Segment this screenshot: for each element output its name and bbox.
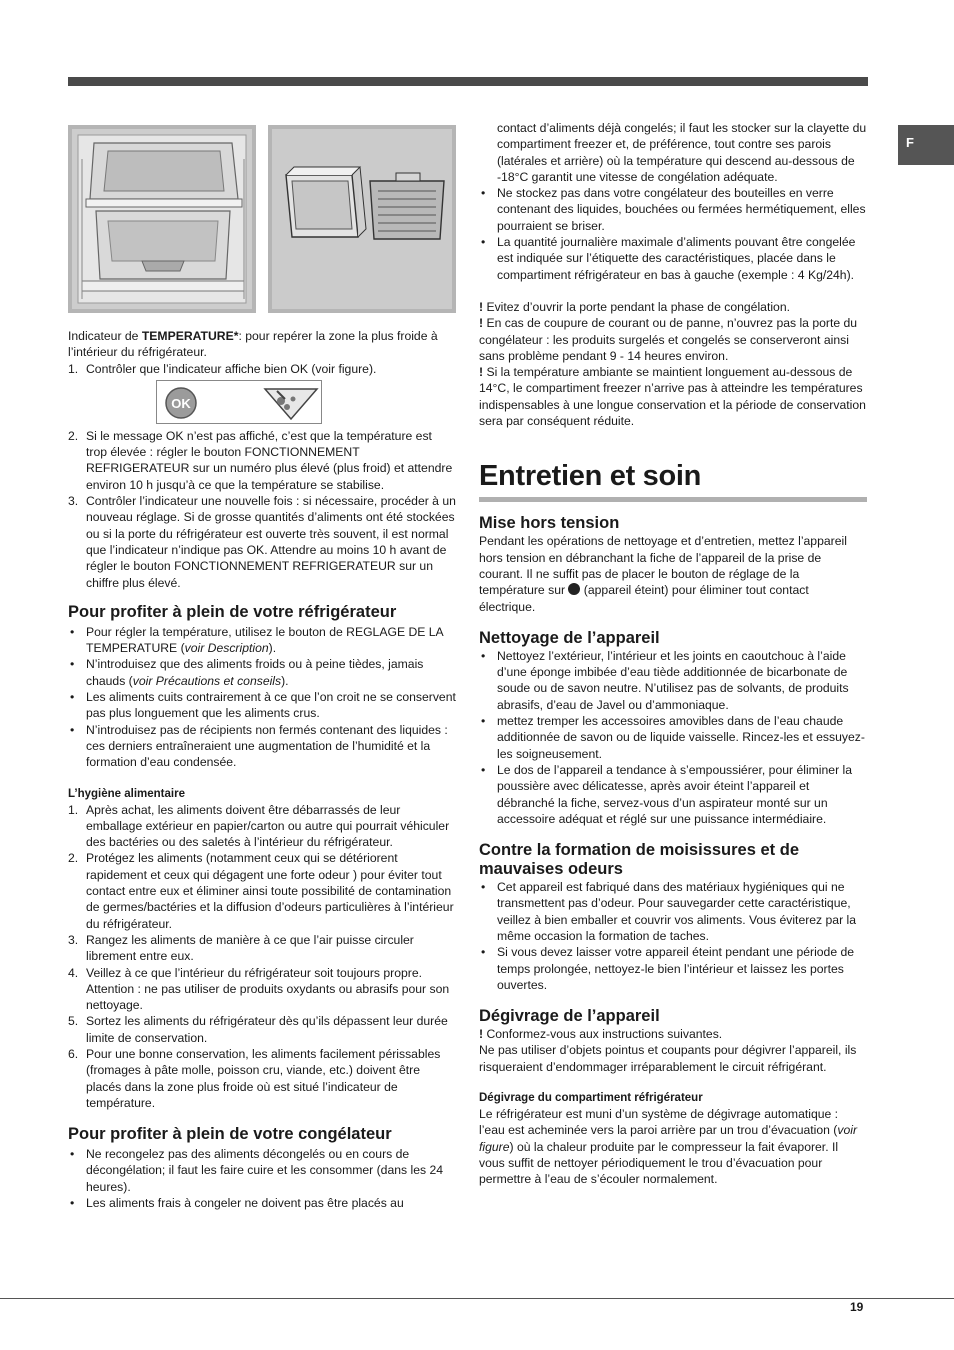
- warning-icon: !: [479, 365, 484, 380]
- item-number: 6.: [68, 1046, 79, 1061]
- warning-text: Si la température ambiante se maintient longuement au-dessous de 14°C, le compartiment freezer n’arrive pas à atteindre les températures indispensables à une longue conservation et la période de conservation sera par conséquent réduite.: [479, 365, 866, 429]
- item-number: 3.: [68, 932, 79, 947]
- left-column: [68, 328, 456, 1211]
- item-text: Veillez à ce que l’intérieur du réfrigérateur soit toujours propre. Attention : ne pas utiliser de produits oxydants ou abrasifs pour son nettoyage.: [86, 965, 450, 1013]
- crisper-drawer-figure: [68, 125, 256, 313]
- temp-intro-text: Indicateur de: [68, 329, 142, 343]
- power-text-start: Pendant les opérations de nettoyage et d’entretien, mettez l’appareil hors tension en débranchant la fiche de l’appareil de la prise de courant. Il ne suffit pas de placer le bouton de réglage de la température sur: [479, 534, 847, 598]
- warning-icon: !: [479, 316, 484, 331]
- care-heading-rule: [479, 497, 867, 502]
- item-text: Pour régler la température, utilisez le bouton de REGLAGE DE LA TEMPERATURE (: [86, 624, 444, 656]
- temp-intro-bold: TEMPERATURE*: [141, 329, 239, 343]
- warning: [479, 315, 867, 364]
- temp-intro: [68, 328, 456, 361]
- defrost-sub-text: [479, 1106, 867, 1187]
- item-number: 2.: [68, 428, 79, 443]
- list-item: • mettez tremper les accessoires amovibles dans de l’eau chaude additionnée de savon ou de liquide vaisselle. Rincez-les et essuyez-les soigneusement.: [479, 713, 867, 762]
- figure-reference: voir figure: [479, 1123, 858, 1154]
- ok-indicator-icon: [157, 381, 323, 425]
- list-item: [68, 361, 456, 377]
- list-item: • Ne stockez pas dans votre congélateur des bouteilles en verre contenant des liquides, bouchées ou fermées hermétiquement, elles pourraient se briser.: [479, 185, 867, 234]
- temp-steps-a: [68, 361, 456, 377]
- list-item: • Le dos de l’appareil a tendance à s’empoussiérer, pour éliminer la poussière avec délicatesse, après avoir éteint l’appareil et débranché la fiche, servez-vous d’un aspirateur monté sur un accessoire adéquat et réglé sur une puissance intermédiaire.: [479, 762, 867, 827]
- top-rule: [68, 77, 868, 86]
- list-item: [68, 493, 456, 591]
- list-item: [68, 802, 456, 851]
- fridge-list: [68, 624, 456, 771]
- freezer-accessories-figure: [268, 125, 456, 313]
- defrost-sub-text-start: Le réfrigérateur est muni d’un système de dégivrage automatique : l’eau est acheminée vers la paroi arrière par un trou d’évacuation (: [479, 1107, 839, 1138]
- list-item: [68, 850, 456, 931]
- item-text: Contrôler que l’indicateur affiche bien OK (voir figure).: [86, 361, 377, 376]
- list-item: [68, 1013, 456, 1046]
- off-position-icon: [568, 583, 580, 595]
- item-text: Protégez les aliments (notamment ceux qui se détériorent rapidement et ceux qui dégagent une forte odeur ) pour éviter tout contact entre eux et éliminer ainsi toute possibilité de contamination de germes/bactéries et la diffusion d’odeurs particulières à l’intérieur du réfrigérateur.: [86, 851, 454, 931]
- item-text: Si le message OK n’est pas affiché, c’est que la température est trop élevée : régler le bouton FONCTIONNEMENT REFRIGERATEUR sur un numéro plus élevé (plus froid) et attendre environ 10 h jusqu’à ce que la température se stabilise.: [86, 428, 453, 492]
- item-text: Contrôler l’indicateur une nouvelle fois : si nécessaire, procéder à un nouveau réglage. Si de grosse quantités d’aliments ont été stockées ou si la porte du réfrigérateur est ouverte très souvent, il est normal que l’indicateur n’indique pas OK. Attendre au moins 10 h avant de régler le bouton FONCTIONNEMENT REFRIGERATEUR sur un chiffre plus élevé.: [86, 494, 456, 590]
- freezer-warnings: [479, 299, 867, 429]
- right-column: [479, 120, 867, 1188]
- list-item: [68, 428, 456, 493]
- item-text: Sortez les aliments du réfrigérateur dès qu’ils dépassent leur durée limite de conservation.: [86, 1014, 448, 1045]
- item-text: Après achat, les aliments doivent être débarrassés de leur emballage extérieur en papier/carton ou autre qui pourrait véhiculer des bactéries ou des saletés à l’intérieur du réfrigérateur.: [86, 802, 450, 850]
- mold-list: [479, 879, 867, 993]
- hygiene-list: [68, 802, 456, 1112]
- warning-text: Conformez-vous aux instructions suivantes.: [483, 1027, 723, 1042]
- warning: [479, 299, 867, 315]
- freezer-list: [68, 1146, 456, 1211]
- temp-intro-text-2: : pour repérer la zone la plus froide à l’intérieur du réfrigérateur.: [68, 329, 438, 360]
- list-item: [68, 656, 456, 689]
- list-item: • Les aliments frais à congeler ne doivent pas être placés au: [68, 1195, 456, 1211]
- item-number: 4.: [68, 965, 79, 980]
- power-heading: Mise hors tension: [479, 514, 620, 533]
- freezer-list-continued: [479, 185, 867, 283]
- defrost-text: Ne pas utiliser d’objets pointus et coupants pour dégivrer l’appareil, ils risqueraient d’endommager irréparablement le circuit réfrigérant.: [479, 1043, 857, 1074]
- defrost-sub-text-end: ) où la chaleur produite par le compresseur la fait évaporer. Il vous suffit de nettoyer périodiquement le trou d’évacuation pour permettre à l’eau de s’écouler normalement.: [479, 1139, 839, 1187]
- mold-heading: Contre la formation de moisissures et de mauvaises odeurs: [479, 841, 799, 879]
- item-text: Rangez les aliments de manière à ce que l’air puisse circuler librement entre eux.: [86, 932, 414, 964]
- temperature-indicator: [156, 380, 322, 424]
- freezer-accessories-illustration: [272, 129, 452, 309]
- list-item: • La quantité journalière maximale d’aliments pouvant être congelée est indiquée sur l’étiquette des caractéristiques, placée dans le compartiment réfrigérateur en bas à gauche (exemple : 4 Kg/24h).: [479, 234, 867, 283]
- list-item: [68, 624, 456, 657]
- defrost-warning: [479, 1026, 867, 1042]
- language-letter: F: [906, 135, 914, 150]
- page-number: 19: [850, 1300, 864, 1314]
- fridge-heading: Pour profiter à plein de votre réfrigérateur: [68, 602, 397, 621]
- hygiene-heading: L’hygiène alimentaire: [68, 787, 185, 800]
- item-number: 1.: [68, 361, 79, 376]
- care-heading: Entretien et soin: [479, 460, 702, 493]
- warning: [479, 364, 867, 429]
- item-text-end: ).: [268, 641, 277, 656]
- cleaning-heading: Nettoyage de l’appareil: [479, 628, 660, 647]
- ok-label: OK: [171, 395, 191, 411]
- list-item: • Ne recongelez pas des aliments décongelés ou en cours de décongélation; il faut les faire cuire et les consommer (dans les 24 heures).: [68, 1146, 456, 1195]
- item-number: 1.: [68, 802, 79, 817]
- temp-steps-b: [68, 428, 456, 591]
- list-item: • Nettoyez l’extérieur, l’intérieur et les joints en caoutchouc à l’aide d’une éponge imbibée d’eau tiède additionnée de bicarbonate de soude ou de savon neutre. N’utilisez pas de solvants, de produits abrasifs, d’eau de Javel ou d’ammoniaque.: [479, 648, 867, 713]
- power-text: [479, 533, 867, 614]
- warning-text: En cas de coupure de courant ou de panne, n’ouvrez pas la porte du congélateur : les produits surgelés et congelés se conserveront ainsi sans problème pendant 9 - 14 heures environ.: [479, 316, 858, 363]
- item-text: Pour une bonne conservation, les aliments facilement périssables (fromages à pâte molle, poisson cru, viande, etc.) doivent être placés dans la zone plus froide où est situé l’indicateur de température.: [86, 1046, 441, 1110]
- warning-text: Evitez d’ouvrir la porte pendant la phase de congélation.: [483, 299, 790, 314]
- item-number: 2.: [68, 851, 79, 866]
- item-number: 3.: [68, 494, 79, 509]
- item-text: N’introduisez que des aliments froids ou à peine tièdes, jamais chauds (: [86, 657, 424, 688]
- freezer-heading: Pour profiter à plein de votre congélateur: [68, 1125, 392, 1144]
- list-item: • Si vous devez laisser votre appareil éteint pendant une période de temps prolongée, nettoyez-le bien l’intérieur et laissez les portes ouvertes.: [479, 944, 867, 993]
- item-number: 5.: [68, 1014, 79, 1029]
- warning-icon: !: [479, 1027, 484, 1042]
- crisper-drawer-illustration: [72, 129, 252, 309]
- list-item: [68, 932, 456, 965]
- list-item: • Cet appareil est fabriqué dans des matériaux hygiéniques qui ne transmettent pas d’odeur. Pour sauvegarder cette caractéristique, veillez à bien emballer et couvrir vos aliments. Vous éviterez par la même occasion la formation de taches.: [479, 879, 867, 944]
- language-tab: [898, 125, 954, 165]
- cleaning-list: [479, 648, 867, 827]
- footer-rule: [0, 1298, 954, 1299]
- freezer-continued: contact d’aliments déjà congelés; il faut les stocker sur la clayette du compartiment freezer et, de préférence, tout contre ses parois (latérales et arrière) où la température qui descend au-dessous de -18°C garantit une vitesse de congélation adéquate.: [497, 121, 867, 184]
- list-item: • N’introduisez pas de récipients non fermés contenant des liquides : ces derniers entraîneraient une augmentation de l’humidité et la formation d’eau condensée.: [68, 722, 456, 771]
- warning-icon: !: [479, 299, 484, 314]
- list-item: [68, 965, 456, 1014]
- item-reference: voir Précautions et conseils: [132, 673, 282, 688]
- list-item: • Les aliments cuits contrairement à ce que l’on croit ne se conservent pas plus longuement que les aliments crus.: [68, 689, 456, 722]
- defrost-heading: Dégivrage de l’appareil: [479, 1007, 660, 1026]
- item-text-end: ).: [281, 673, 289, 688]
- list-item: [68, 1046, 456, 1111]
- defrost-subheading: Dégivrage du compartiment réfrigérateur: [479, 1092, 703, 1105]
- item-reference: voir Description: [184, 641, 269, 656]
- power-text-end: (appareil éteint) pour éliminer tout contact électrique.: [479, 583, 809, 614]
